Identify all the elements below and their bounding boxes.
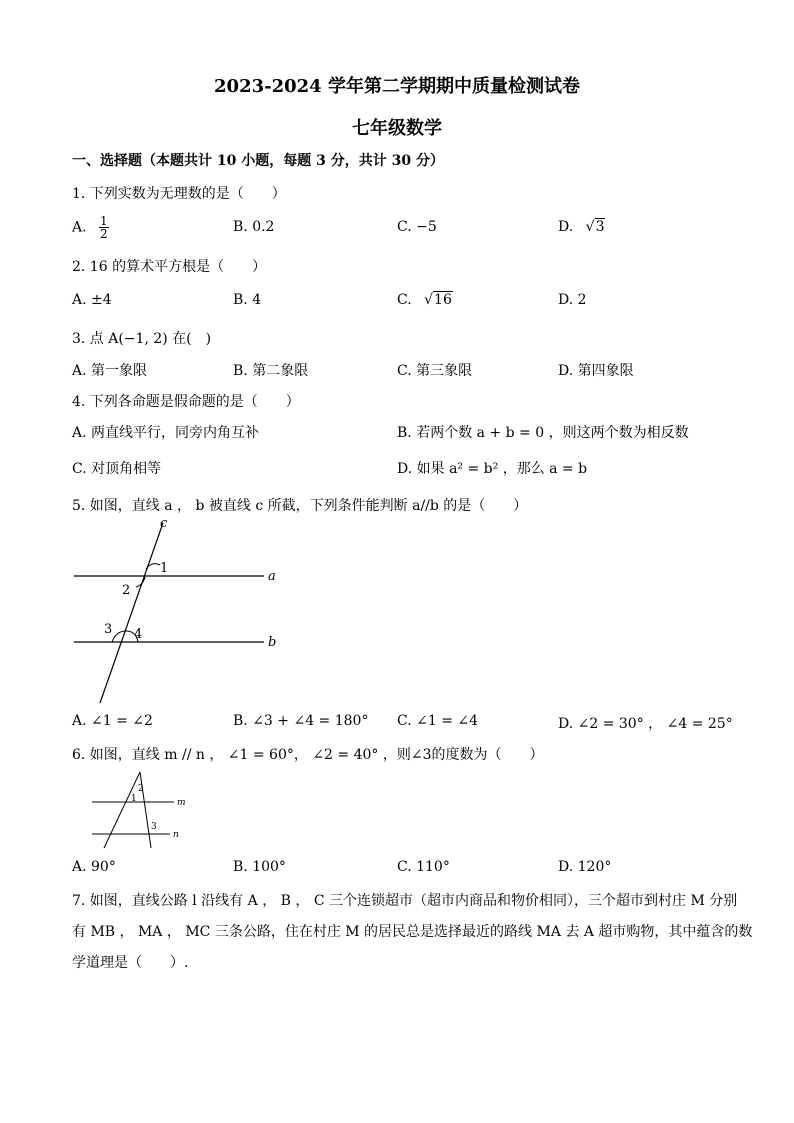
question-6-option-d: D. 120° (558, 859, 612, 875)
question-3-option-a: A. 第一象限 (72, 363, 148, 379)
question-3-option-d: D. 第四象限 (558, 363, 634, 379)
question-4-stem: 4. 下列各命题是假命题的是（ ） (72, 394, 300, 410)
label-1: 1 (160, 561, 169, 576)
question-7-line-3: 学道理是（ ）. (72, 955, 189, 971)
question-2-option-b: B. 4 (233, 292, 262, 308)
question-2-option-a: A. ±4 (72, 292, 112, 308)
label-m: m (177, 798, 186, 808)
fraction-denominator: 2 (100, 227, 108, 241)
radicand: 3 (595, 219, 605, 235)
question-4-option-d: D. 如果 a² = b² ，那么 a = b (397, 461, 588, 477)
label-1: 1 (131, 794, 137, 804)
question-2-stem: 2. 16 的算术平方根是（ ） (72, 259, 267, 275)
question-6-option-c: C. 110° (397, 859, 450, 875)
question-5-figure (60, 515, 300, 710)
question-5-option-a: A. ∠1 = ∠2 (72, 713, 153, 729)
question-4-option-c: C. 对顶角相等 (72, 461, 162, 477)
question-3-stem: 3. 点 A(−1, 2) 在( ) (72, 331, 212, 347)
square-root: √16 (424, 292, 452, 308)
question-1-stem: 1. 下列实数为无理数的是（ ） (72, 186, 286, 202)
question-1-option-a (72, 215, 109, 240)
transversal-left (104, 772, 140, 848)
label-3: 3 (151, 822, 157, 832)
option-label: C. (397, 292, 412, 308)
question-5-option-d: D. ∠2 = 30° ， ∠4 = 25° (558, 716, 733, 732)
section-heading: 一、选择题（本题共计 10 小题，每题 3 分，共计 30 分） (72, 153, 444, 169)
fraction (99, 215, 109, 240)
option-label: A. (72, 219, 87, 236)
question-2-option-d: D. 2 (558, 292, 587, 308)
label-a: a (268, 569, 276, 584)
label-2: 2 (122, 583, 131, 598)
option-label: D. (558, 219, 574, 235)
label-4: 4 (134, 627, 143, 642)
question-1-option-c: C. −5 (397, 219, 437, 235)
question-3-option-b: B. 第二象限 (233, 363, 309, 379)
question-6-stem: 6. 如图，直线 m // n ， ∠1 = 60°， ∠2 = 40° ，则∠3的度数为（ ） (72, 747, 544, 763)
question-5-stem: 5. 如图，直线 a ， b 被直线 c 所截，下列条件能判断 a//b 的是（ ） (72, 498, 528, 514)
question-6-option-a: A. 90° (72, 859, 116, 875)
line-c (100, 523, 163, 703)
question-5-option-b: B. ∠3 + ∠4 = 180° (233, 713, 369, 729)
question-3-option-c: C. 第三象限 (397, 363, 473, 379)
question-7-line-2: 有 MB ， MA ， MC 三条公路，住在村庄 M 的居民总是选择最近的路线 MA 去 A 超市购物，其中蕴含的数 (72, 924, 753, 940)
exam-subtitle: 七年级数学 (352, 118, 442, 139)
label-3: 3 (104, 622, 113, 637)
question-1-option-d (558, 219, 605, 235)
label-2: 2 (138, 784, 144, 794)
label-c: c (160, 516, 168, 531)
question-5-option-c: C. ∠1 = ∠4 (397, 713, 479, 729)
question-7-line-1: 7. 如图，直线公路 l 沿线有 A ， B ， C 三个连锁超市（超市内商品和物价相同），三个超市到村庄 M 分别 (72, 893, 738, 909)
question-4-option-a: A. 两直线平行，同旁内角互补 (72, 425, 260, 441)
fraction-numerator: 1 (100, 214, 108, 228)
question-6-figure (80, 768, 200, 850)
label-b: b (268, 635, 277, 650)
question-4-option-b: B. 若两个数 a + b = 0 ，则这两个数为相反数 (397, 425, 689, 441)
label-n: n (173, 830, 179, 840)
question-1-option-b: B. 0.2 (233, 219, 275, 235)
question-6-option-b: B. 100° (233, 859, 286, 875)
question-2-option-c (397, 292, 453, 308)
square-root: √3 (585, 219, 605, 235)
radicand: 16 (434, 292, 452, 308)
exam-title: 2023-2024 学年第二学期期中质量检测试卷 (214, 76, 580, 97)
